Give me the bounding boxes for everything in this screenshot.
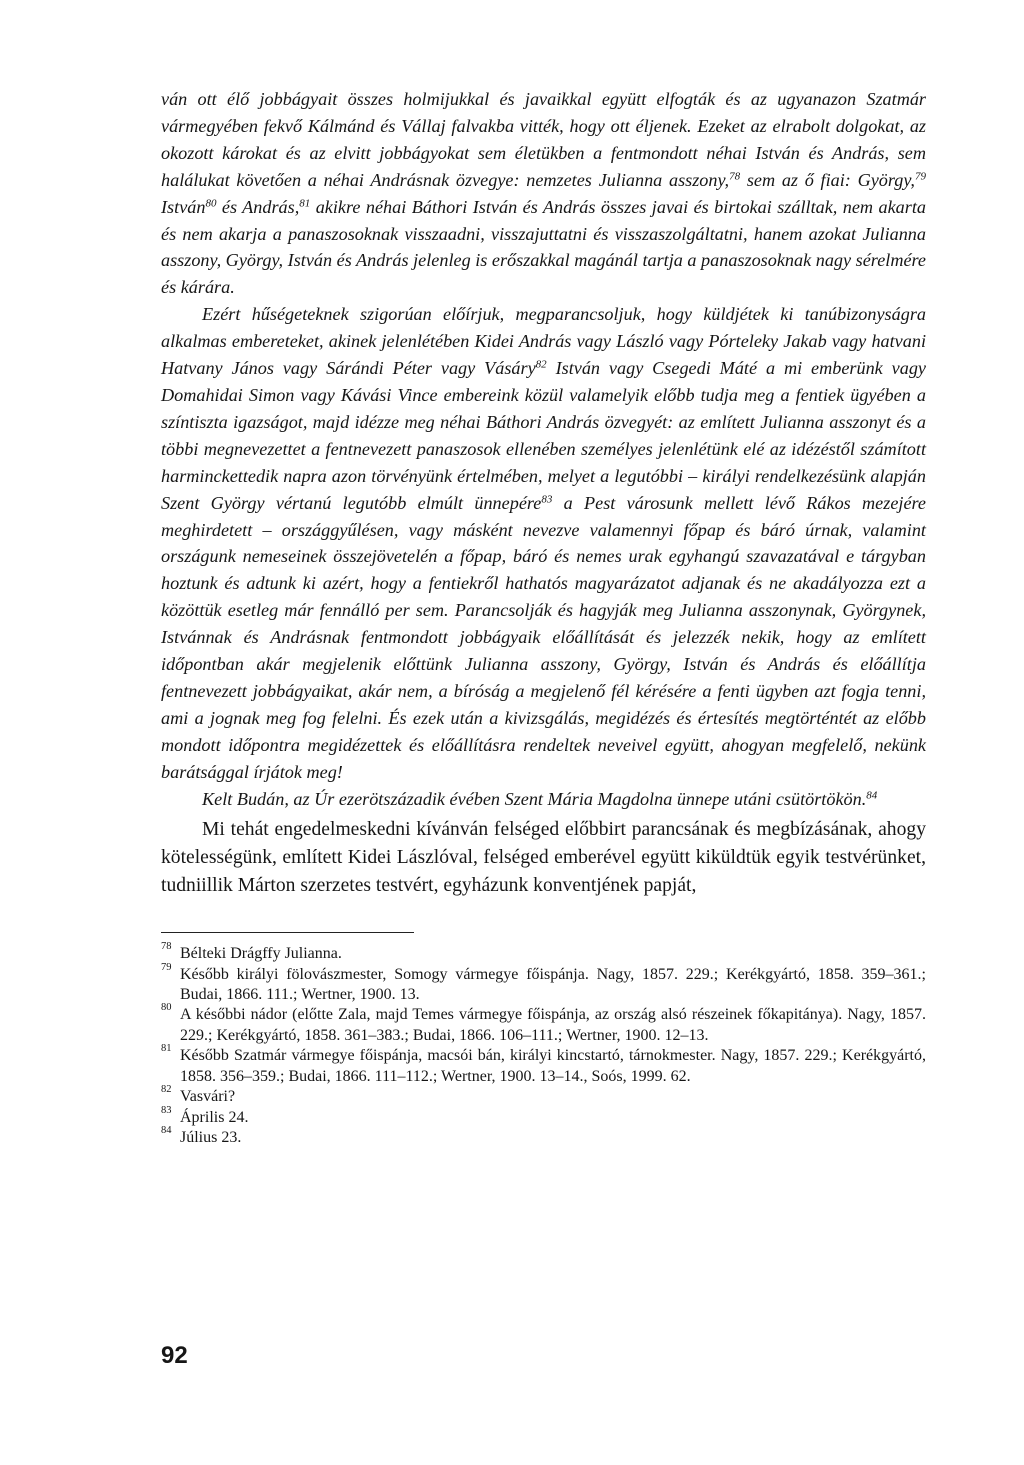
- footnote-ref-79[interactable]: 79: [914, 170, 926, 183]
- footnote-ref-81[interactable]: 81: [299, 197, 311, 210]
- footnote-ref-84[interactable]: 84: [866, 788, 878, 801]
- footnote-number: 79: [161, 961, 172, 973]
- charter-text: [161, 86, 926, 812]
- footnote-text: Később királyi fölovászmester, Somogy vármegye főispánja. Nagy, 1857. 229.; Kerékgyártó, 1858. 359–361.; Budai, 1866. 111.; Wertner, 1900. 13.: [180, 965, 926, 1004]
- footnote-ref-80[interactable]: 80: [205, 197, 217, 210]
- footnote-84: [161, 1124, 926, 1148]
- footnote-text: Később Szatmár vármegye főispánja, macsói bán, királyi kincstartó, tárnokmester. Nagy, 1857. 229.; Kerékgyártó, 1858. 356–359.; Budai, 1866. 111–112.; Wertner, 1900. 13–14., Soós, 1999. 62.: [180, 1047, 926, 1085]
- footnote-number: 83: [161, 1104, 172, 1116]
- footnote-79: [161, 961, 926, 1006]
- footnote-82: [161, 1084, 926, 1107]
- footnote-number: 80: [161, 1002, 172, 1014]
- footnote-83: [161, 1104, 926, 1128]
- footnote-text: A későbbi nádor (előtte Zala, majd Temes vármegye főispánja, az ország alsó részeinek főkapitánya). Nagy, 1857. 229.; Kerékgyártó, 1858. 361–383.; Budai, 1866. 106–111.; Wertner, 1900. 12–13.: [180, 1006, 926, 1044]
- text-run: ván ott élő jobbágyait összes holmijukkal és javaikkal együtt elfogták és az ugyanazon Szatmár vármegyében fekvő Kálmánd és Vállaj falvakba vitték, hogy ott éljenek. Ezeket az elrabolt dolgokat, az okozott károkat és az elvitt jobbágyokat sem életükben a fentmondott néhai István és András, sem halálukat követően a néhai Andrásnak özvegye: nemzetes Julianna asszony,: [161, 89, 926, 190]
- footnote-text: Bélteki Drágffy Julianna.: [180, 945, 342, 963]
- footnote-text: Vasvári?: [180, 1088, 236, 1106]
- page-content: [161, 86, 926, 1148]
- page-number: 92: [161, 1342, 188, 1369]
- footnote-ref-83[interactable]: 83: [541, 493, 553, 505]
- footnotes: [161, 941, 926, 1148]
- footnote-ref-82[interactable]: 82: [535, 358, 547, 371]
- footnote-number: 81: [161, 1043, 172, 1055]
- footnote-number: 82: [161, 1084, 172, 1096]
- charter-paragraph-2: [161, 301, 926, 785]
- report-paragraph: Mi tehát engedelmeskedni kívánván felséged előbbirt parancsának és megbízásának, ahogy kötelességünk, említett Kidei Lászlóval, felséged emberével együtt kiküldtük egyik testvérünket, tudniillik Márton szerzetes testvért, egyházunk konventjének papját,: [161, 819, 926, 896]
- charter-paragraph-1: [161, 86, 926, 301]
- footnote-text: Április 24.: [180, 1108, 249, 1126]
- footnote-text: Július 23.: [180, 1128, 242, 1146]
- text-run: Ezért hűségeteknek szigorúan előírjuk, megparancsoljuk, hogy küldjétek ki tanúbizonyságra alkalmas embereteket, akinek jelenlétében Kidei András vagy László vagy Pórteleky Jakab vagy hatvani Hatvany János vagy Sárándi Péter vagy Vásáry: [161, 304, 926, 379]
- text-run: sem az ő fiai: György,: [740, 169, 915, 190]
- footnote-78: [161, 941, 926, 964]
- report-text: [161, 816, 926, 899]
- footnote-80: [161, 1002, 926, 1046]
- text-run: István vagy Csegedi Máté a mi emberünk vagy Domahidai Simon vagy Kávási Vince embereink közül valamelyik előbb tudja meg a fentiek ügyében a színtiszta igazságot, majd idézze meg néhai Báthori András özvegyét: az említett Julianna asszonyt és a többi megnevezettet a fentnevezett panaszosok ellenében személyes jelenlétünk elé az idézéstől számított harminckettedik napra azon törvényünk értelmében, melyet a legutóbbi – királyi rendelkezésünk alapján Szent György vértanú legutóbb elmúlt ünnepére: [161, 358, 926, 513]
- text-run: akikre néhai Báthori István és András összes javai és birtokai szálltak, nem akarta és nem akarja a panaszosoknak visszaadni, visszajuttatni és visszaszolgáltatni, hanem azokat Julianna asszony, György, István és András jelenleg is erőszakkal magánál tartja a panaszosoknak nagy sérelmére és kárára.: [161, 196, 926, 298]
- text-run: Kelt Budán, az Úr ezerötszázadik évében Szent Mária Magdolna ünnepe utáni csütörtökön.: [202, 788, 867, 809]
- footnote-81: [161, 1043, 926, 1087]
- footnote-number: 84: [161, 1124, 172, 1136]
- text-run: István: [161, 196, 206, 217]
- charter-dating-clause: [161, 786, 926, 813]
- footnote-number: 78: [161, 941, 172, 953]
- footnote-separator: [161, 932, 414, 933]
- footnote-ref-78[interactable]: 78: [729, 170, 741, 183]
- text-run: a Pest városunk mellett lévő Rákos mezejére meghirdetett – országgyűlésen, vagy másként nevezve valamennyi főpap és báró úrnak, valamint országunk nemeseinek összejövetelén a főpap, báró és nemes urak egyhangú szavazatával e tárgyban hoztunk és adtunk ki azért, hogy a fentiekről hathatós magyarázatot adjanak és ne akadályozza ezt a közöttük esetleg már fennálló per sem. Parancsolják és hagyják meg Julianna asszonynak, Györgynek, Istvánnak és Andrásnak fentmondott jobbágyaik előállítását és jelezzék nekik, hogy az említett időpontban akár megjelenik előttünk Julianna asszony, György, István és András és előállítja fentnevezett jobbágyaikat, akár nem, a bíróság a megjelenő fél kérésére a fenti ügyben azt fogja tenni, ami a jognak meg fog felelni. És ezek után a kivizsgálás, megidézés és értesítés megtörténtét az előbb mondott időpontra megidézettek és előállításra rendeltek neveivel együtt, ahogyan megfelelő, nekünk barátsággal írjátok meg!: [161, 492, 926, 782]
- text-run: és András,: [216, 196, 300, 217]
